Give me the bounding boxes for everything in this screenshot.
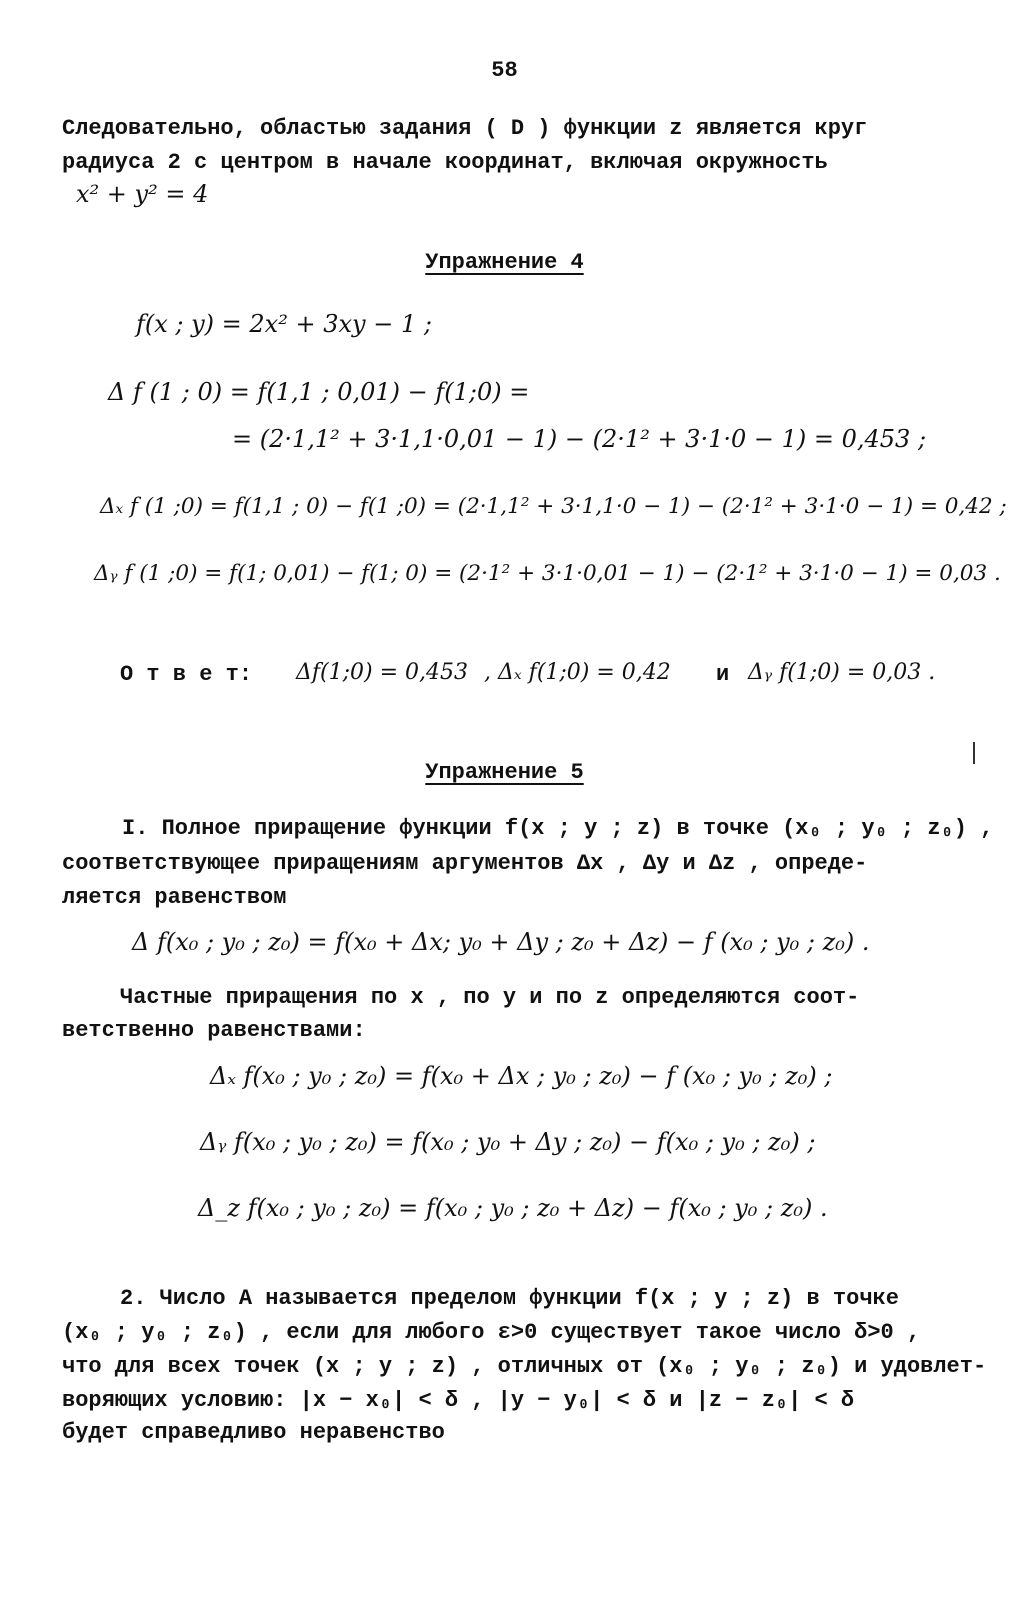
partial-increment-x: Δₓ f (1 ;0) = f(1,1 ; 0) − f(1 ;0) = (2·1,1² + 3·1,1·0 − 1) − (2·1² + 3·1·0 − 1) = 0,42 ; — [100, 494, 1007, 519]
partial-z-formula: Δ_z f(x₀ ; y₀ ; z₀) = f(x₀ ; y₀ ; z₀ + Δz) − f(x₀ ; y₀ ; z₀) . — [198, 1194, 828, 1222]
partial-x-formula: Δₓ f(x₀ ; y₀ ; z₀) = f(x₀ + Δx ; y₀ ; z₀) − f (x₀ ; y₀ ; z₀) ; — [210, 1062, 833, 1090]
page-number: 58 — [491, 58, 518, 83]
total-increment-line-1: Δ f (1 ; 0) = f(1,1 ; 0,01) − f(1;0) = — [108, 378, 530, 406]
answer-partial-x: , Δₓ f(1;0) = 0,42 — [484, 660, 671, 685]
intro-line-2: радиуса 2 с центром в начале координат, включая окружность — [62, 150, 828, 175]
answer-total: Δf(1;0) = 0,453 — [296, 660, 469, 685]
answer-label: О т в е т: — [120, 662, 253, 687]
para-1-line-1: I. Полное приращение функции f(x ; y ; z) в точке (x₀ ; y₀ ; z₀) , — [122, 816, 994, 841]
answer-and: и — [716, 662, 730, 687]
para-1-line-2: соответствующее приращениям аргументов Δx , Δy и Δz , опреде- — [62, 851, 868, 876]
scan-artifact — [973, 742, 975, 764]
circle-equation: x² + y² = 4 — [76, 180, 209, 208]
total-increment-formula: Δ f(x₀ ; y₀ ; z₀) = f(x₀ + Δx; y₀ + Δy ; z₀ + Δz) − f (x₀ ; y₀ ; z₀) . — [132, 928, 870, 956]
para-3-line-3: что для всех точек (x ; y ; z) , отличных от (x₀ ; y₀ ; z₀) и удовлет- — [62, 1354, 987, 1379]
para-3-line-4: воряющих условию: |x − x₀| < δ , |y − y₀| < δ и |z − z₀| < δ — [62, 1388, 855, 1413]
partial-y-formula: Δᵧ f(x₀ ; y₀ ; z₀) = f(x₀ ; y₀ + Δy ; z₀) − f(x₀ ; y₀ ; z₀) ; — [200, 1128, 816, 1156]
exercise-4-heading: Упражнение 4 — [425, 250, 584, 275]
para-2-line-2: ветственно равенствами: — [62, 1018, 366, 1043]
answer-partial-y: Δᵧ f(1;0) = 0,03 . — [748, 660, 936, 685]
total-increment-line-2: = (2·1,1² + 3·1,1·0,01 − 1) − (2·1² + 3·1·0 − 1) = 0,453 ; — [232, 425, 927, 453]
partial-increment-y: Δᵧ f (1 ;0) = f(1; 0,01) − f(1; 0) = (2·1² + 3·1·0,01 − 1) − (2·1² + 3·1·0 − 1) = 0,03 . — [94, 561, 1001, 586]
function-definition: f(x ; y) = 2x² + 3xy − 1 ; — [136, 310, 432, 338]
para-3-line-2: (x₀ ; y₀ ; z₀) , если для любого ε>0 существует такое число δ>0 , — [62, 1320, 921, 1345]
para-2-line-1: Частные приращения по x , по y и по z определяются соот- — [120, 985, 860, 1010]
para-3-line-5: будет справедливо неравенство — [62, 1420, 445, 1445]
exercise-5-heading: Упражнение 5 — [425, 760, 584, 785]
para-1-line-3: ляется равенством — [62, 885, 287, 910]
para-3-line-1: 2. Число A называется пределом функции f(x ; y ; z) в точке — [120, 1286, 899, 1311]
intro-line-1: Следовательно, областью задания ( D ) функции z является круг — [62, 116, 868, 141]
